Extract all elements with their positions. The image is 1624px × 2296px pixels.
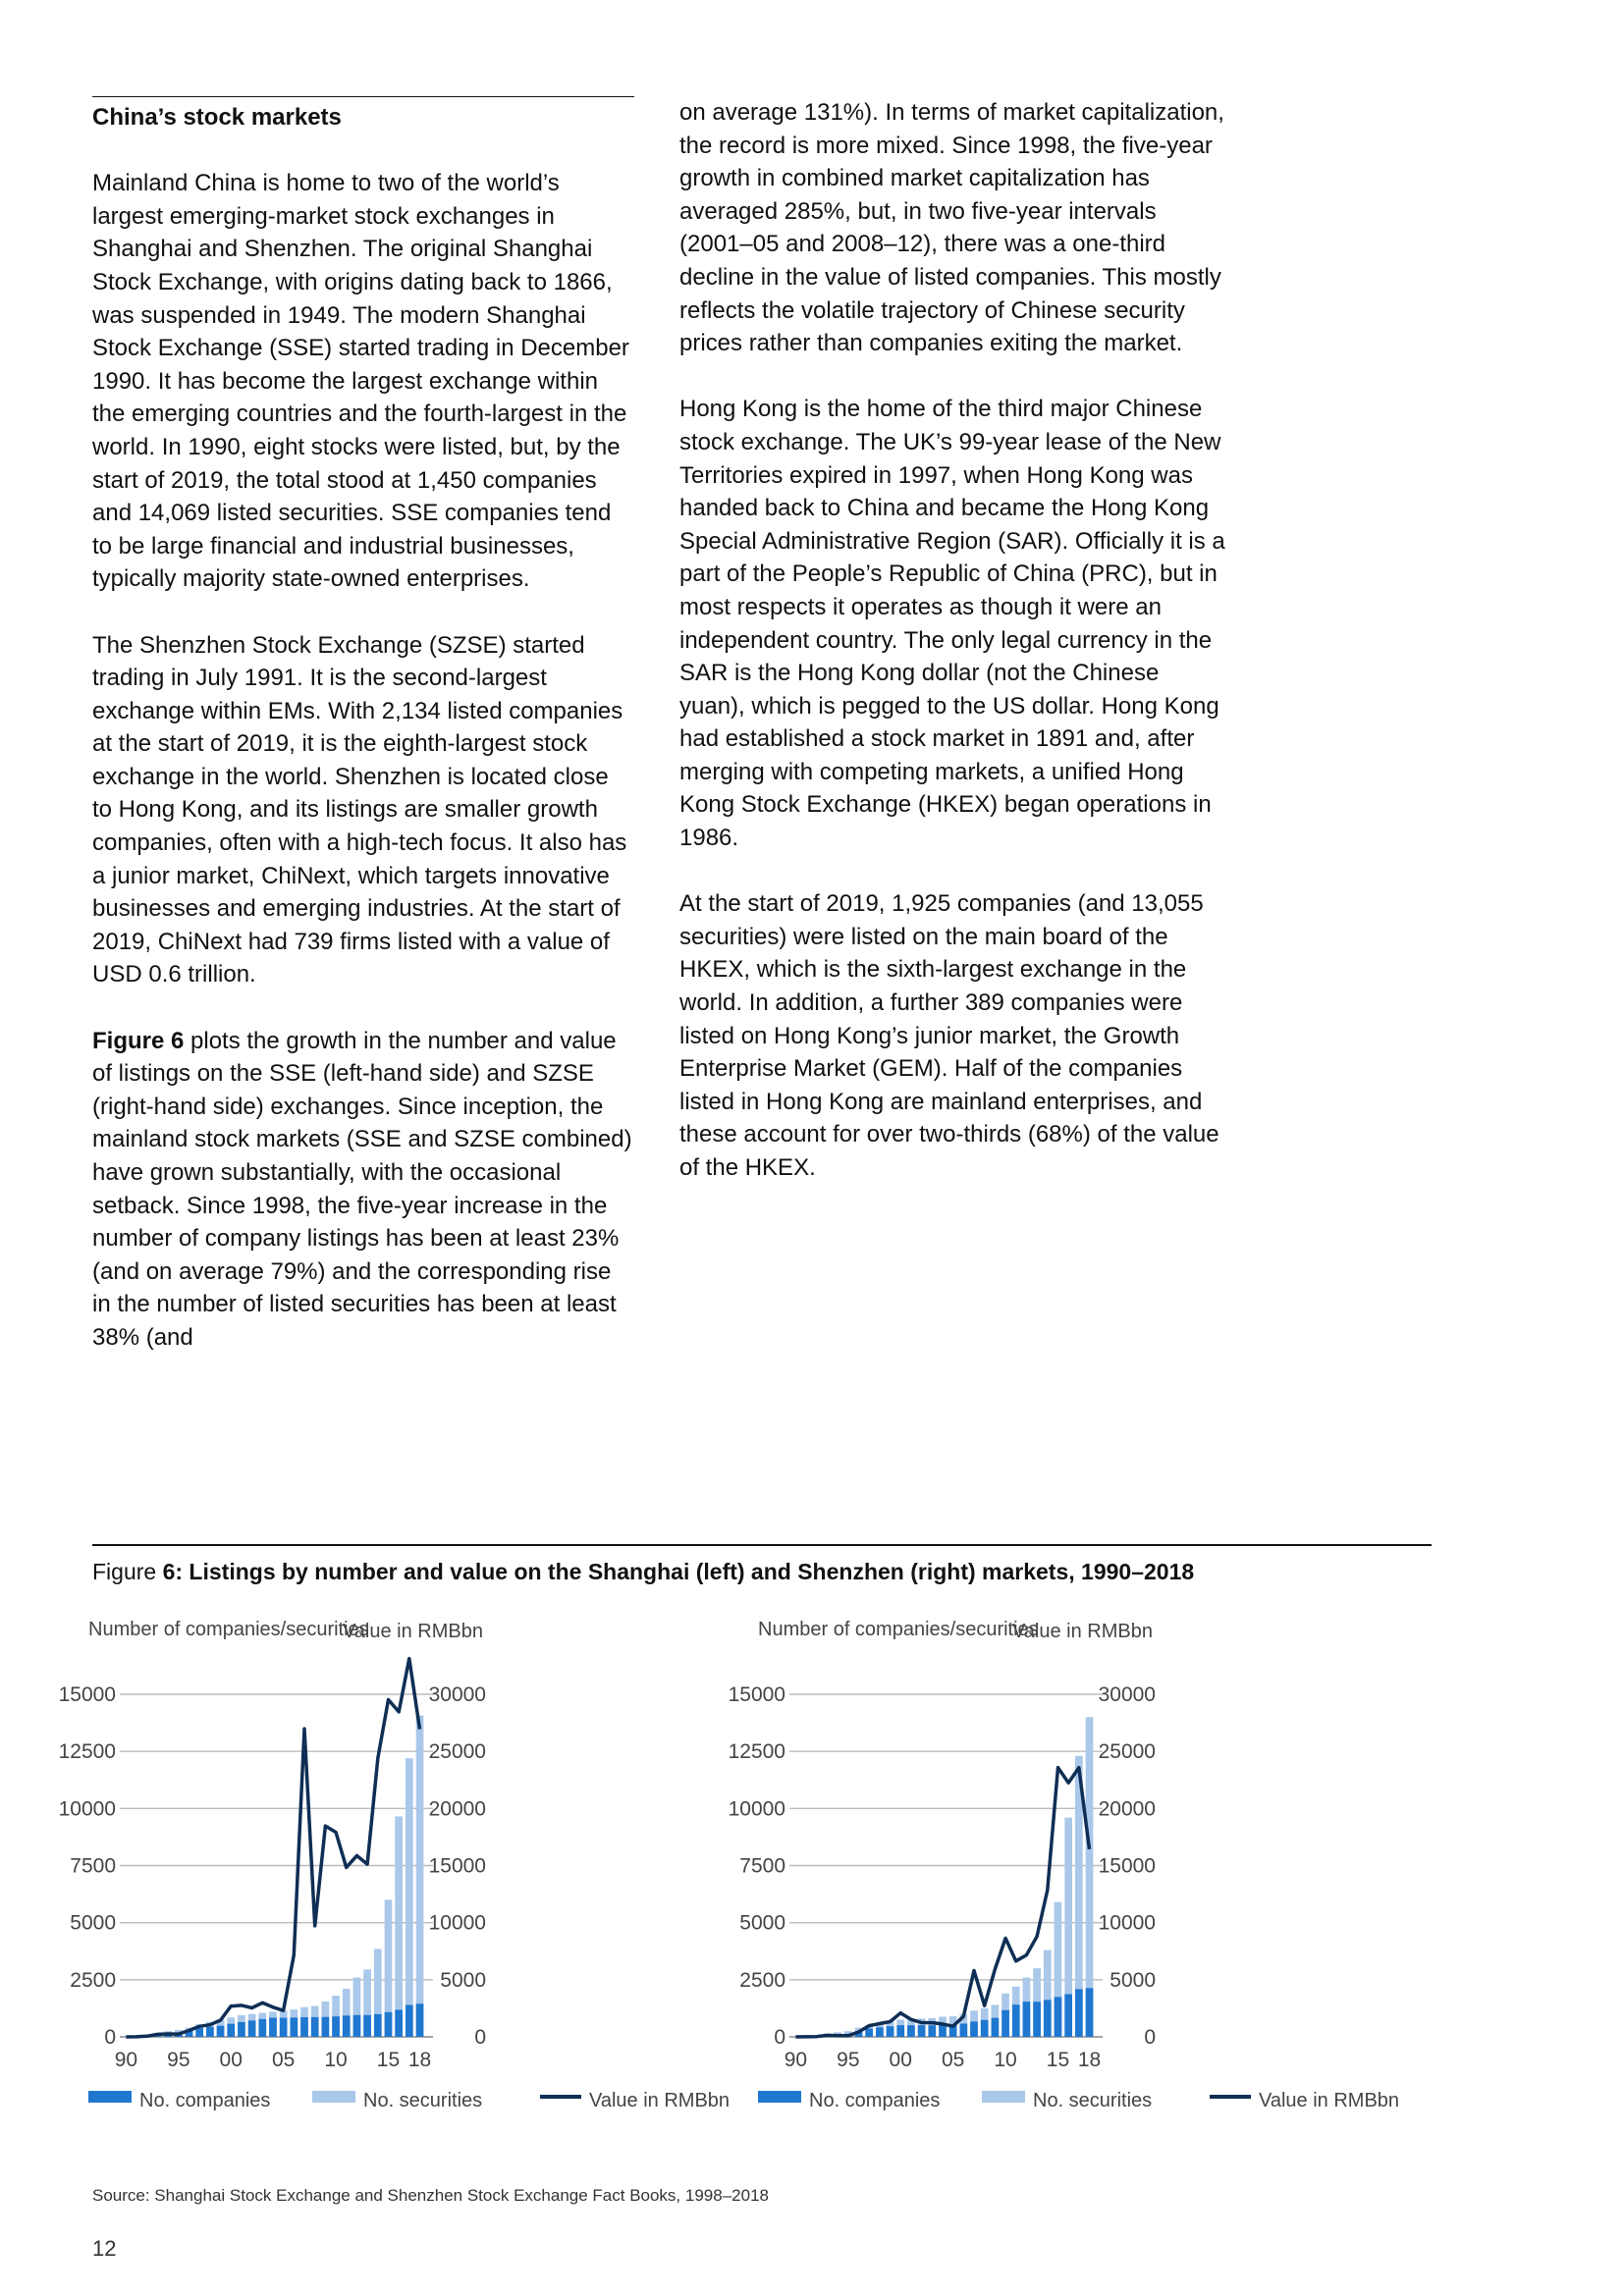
legend-label-companies: No. companies	[809, 2090, 941, 2111]
figure-title-text: 6: Listings by number and value on the Shanghai (left) and Shenzhen (right) markets, 1990–2018	[162, 1559, 1195, 1584]
y-tick-left: 12500	[58, 1740, 116, 1764]
bar-companies	[280, 2018, 288, 2037]
bar-companies	[896, 2025, 904, 2037]
y-tick-right: 25000	[1098, 1740, 1156, 1764]
figure-divider	[92, 1544, 1432, 1546]
y-axis-left-title: Number of companies/securities	[88, 1619, 369, 1640]
y-tick-left: 0	[104, 2026, 116, 2049]
y-tick-right: 30000	[428, 1683, 486, 1706]
y-tick-right: 30000	[1098, 1683, 1156, 1706]
y-axis-right-title: Value in RMBbn	[342, 1621, 483, 1642]
article-heading: China’s stock markets	[92, 96, 634, 134]
legend-label-securities: No. securities	[1033, 2090, 1153, 2111]
y-tick-left: 2500	[739, 1968, 785, 1992]
y-tick-left: 10000	[58, 1797, 116, 1821]
bar-companies	[353, 2015, 361, 2037]
x-tick: 05	[941, 2049, 965, 2071]
bar-companies	[1001, 2010, 1009, 2037]
bar-companies	[374, 2014, 382, 2037]
page-number: 12	[92, 2236, 117, 2261]
chart-shanghai	[58, 1600, 756, 2189]
x-tick: 10	[324, 2049, 348, 2071]
chart-shenzhen-svg	[728, 1600, 1426, 2189]
bar-companies	[416, 2003, 424, 2037]
y-axis-left-title: Number of companies/securities	[758, 1619, 1039, 1640]
bar-companies	[217, 2026, 225, 2037]
bar-companies	[928, 2025, 936, 2037]
legend-swatch-securities	[982, 2091, 1025, 2103]
bar-companies	[385, 2012, 393, 2037]
figure-title	[92, 1559, 1194, 1585]
bar-companies	[258, 2019, 266, 2037]
bar-companies	[1086, 1988, 1094, 2037]
bar-companies	[865, 2029, 873, 2037]
paragraph-hong-kong: Hong Kong is the home of the third major Chinese stock exchange. The UK’s 99-year lease of the New Territories expired in 1997, when Hong Kong was handed back to China and became the Hong Kong Special Administrative Region (SAR). Officially it is a part of the People’s Republic of China (PRC), but in most respects it operates as though it were an independent country. The only legal currency in the SAR is the Hong Kong dollar (not the Chinese yuan), which is pegged to the US dollar. Hong Kong had established a stock market in 1891 and, after merging with competing markets, a unified Hong Kong Stock Exchange (HKEX) began operations in 1986.	[679, 396, 1225, 852]
bar-companies	[981, 2020, 989, 2037]
y-tick-left: 7500	[70, 1854, 116, 1878]
bar-companies	[1064, 1994, 1072, 2037]
paragraph-market-cap: on average 131%). In terms of market capitalization, the record is more mixed. Since 1998, the five-year growth in combined market capitalization has averaged 285%, but, in two five-year intervals (2001–05 and 2008–12), there was a one-third decline in the value of listed companies. This mostly reflects the volatile trajectory of Chinese security prices rather than companies exiting the market.	[679, 99, 1224, 357]
bar-securities	[395, 1816, 403, 2037]
bar-companies	[887, 2026, 894, 2037]
y-tick-right: 20000	[1098, 1797, 1156, 1821]
y-tick-left: 12500	[728, 1740, 785, 1764]
bar-companies	[322, 2017, 330, 2037]
y-tick-left: 0	[774, 2026, 785, 2049]
y-tick-left: 5000	[739, 1911, 785, 1935]
x-tick: 90	[784, 2049, 808, 2071]
y-tick-left: 15000	[728, 1683, 785, 1706]
legend-swatch-companies	[758, 2091, 801, 2103]
y-tick-left: 10000	[728, 1797, 785, 1821]
legend-label-companies: No. companies	[139, 2090, 271, 2111]
bar-securities	[406, 1758, 413, 2037]
bar-companies	[395, 2009, 403, 2037]
y-tick-right: 15000	[428, 1854, 486, 1878]
x-tick: 15	[1046, 2049, 1070, 2071]
x-tick: 18	[1077, 2049, 1102, 2071]
bar-companies	[406, 2005, 413, 2037]
paragraph-shenzhen: The Shenzhen Stock Exchange (SZSE) started trading in July 1991. It is the second-largest exchange within EMs. With 2,134 listed companies at the start of 2019, it is the eighth-largest stock exchange in the world. Shenzhen is located close to Hong Kong, and its listings are smaller growth companies, often with a high-tech focus. It also has a junior market, ChiNext, which targets innovative businesses and emerging industries. At the start of 2019, ChiNext had 739 firms listed with a value of USD 0.6 trillion.	[92, 631, 627, 988]
y-tick-right: 0	[474, 2026, 486, 2049]
legend-label-securities: No. securities	[363, 2090, 483, 2111]
x-tick: 18	[407, 2049, 432, 2071]
legend-swatch-securities	[312, 2091, 355, 2103]
paragraph-china-exchanges: Mainland China is home to two of the world’s largest emerging-market stock exchanges in Shanghai and Shenzhen. The original Shanghai Stock Exchange, with origins dating back to 1866, was suspended in 1949. The modern Shanghai Stock Exchange (SSE) started trading in December 1990. It has become the largest exchange within the emerging countries and the fourth-largest in the world. In 1990, eight stocks were listed, but, by the start of 2019, the total stood at 1,450 companies and 14,069 listed securities. SSE companies tend to be large financial and industrial businesses, typically majority state-owned enterprises.	[92, 170, 629, 593]
y-tick-right: 0	[1144, 2026, 1156, 2049]
bar-companies	[1012, 2004, 1020, 2037]
x-tick: 05	[271, 2049, 296, 2071]
bar-companies	[363, 2015, 371, 2037]
figure-reference-text: plots the growth in the number and value of listings on the SSE (left-hand side) and SZSE (right-hand side) exchanges. Since inception, the mainland stock markets (SSE and SZSE combined) have grown substantially, with the occasional setback. Since 1998, the five-year increase in the number of company listings has been at least 23% (and on average 79%) and the corresponding rise in the number of listed securities has been at least 38% (and	[92, 1027, 632, 1351]
y-tick-right: 25000	[428, 1740, 486, 1764]
y-tick-right: 10000	[1098, 1911, 1156, 1935]
bar-companies	[959, 2024, 967, 2037]
bar-companies	[300, 2017, 308, 2037]
figure-reference-link: Figure 6	[92, 1027, 185, 1054]
bar-companies	[248, 2020, 256, 2037]
bar-companies	[876, 2027, 884, 2037]
bar-companies	[290, 2017, 298, 2037]
y-tick-right: 5000	[1110, 1968, 1156, 1992]
y-tick-left: 5000	[70, 1911, 116, 1935]
bar-companies	[227, 2024, 235, 2037]
x-tick: 15	[376, 2049, 401, 2071]
bar-companies	[238, 2022, 245, 2037]
paragraph-hkex-listings: At the start of 2019, 1,925 companies (and 13,055 securities) were listed on the main board of the HKEX, which is the sixth-largest exchange in the world. In addition, a further 389 companies were listed on Hong Kong’s junior market, the Growth Enterprise Market (GEM). Half of the companies listed in Hong Kong are mainland enterprises, and these account for over two-thirds (68%) of the value of the HKEX.	[679, 890, 1219, 1181]
bar-companies	[918, 2025, 926, 2037]
bar-companies	[332, 2016, 340, 2037]
bar-companies	[992, 2018, 1000, 2037]
bar-companies	[311, 2017, 319, 2037]
paragraph-figure-reference	[92, 1025, 634, 1355]
figure-source: Source: Shanghai Stock Exchange and Shenzhen Stock Exchange Fact Books, 1998–2018	[92, 2186, 769, 2205]
y-tick-left: 15000	[58, 1683, 116, 1706]
x-tick: 95	[167, 2049, 190, 2071]
legend-label-value: Value in RMBbn	[589, 2090, 731, 2111]
legend-label-value: Value in RMBbn	[1259, 2090, 1400, 2111]
article-column-left	[92, 96, 634, 1387]
bar-companies	[1033, 2002, 1041, 2037]
x-tick: 90	[114, 2049, 138, 2071]
bar-companies	[1075, 1989, 1083, 2037]
y-tick-right: 5000	[440, 1968, 486, 1992]
x-tick: 00	[219, 2049, 243, 2071]
bar-companies	[206, 2027, 214, 2037]
bar-companies	[1044, 2000, 1052, 2037]
y-tick-right: 15000	[1098, 1854, 1156, 1878]
bar-securities	[416, 1716, 424, 2037]
bar-companies	[939, 2025, 947, 2037]
x-tick: 00	[889, 2049, 912, 2071]
bar-companies	[195, 2028, 203, 2037]
x-tick: 95	[837, 2049, 860, 2071]
chart-shanghai-svg	[58, 1600, 756, 2189]
y-tick-right: 20000	[428, 1797, 486, 1821]
bar-companies	[269, 2018, 277, 2037]
y-tick-right: 10000	[428, 1911, 486, 1935]
y-tick-left: 7500	[739, 1854, 785, 1878]
x-tick: 10	[994, 2049, 1017, 2071]
y-tick-left: 2500	[70, 1968, 116, 1992]
figure-label: Figure	[92, 1559, 163, 1584]
bar-companies	[1023, 2002, 1031, 2037]
bar-companies	[907, 2025, 915, 2037]
chart-shenzhen	[728, 1600, 1426, 2189]
bar-companies	[343, 2015, 351, 2037]
article-column-right	[679, 96, 1229, 1217]
y-axis-right-title: Value in RMBbn	[1011, 1621, 1153, 1642]
bar-companies	[970, 2021, 978, 2037]
bar-companies	[1055, 1997, 1062, 2037]
legend-swatch-companies	[88, 2091, 132, 2103]
